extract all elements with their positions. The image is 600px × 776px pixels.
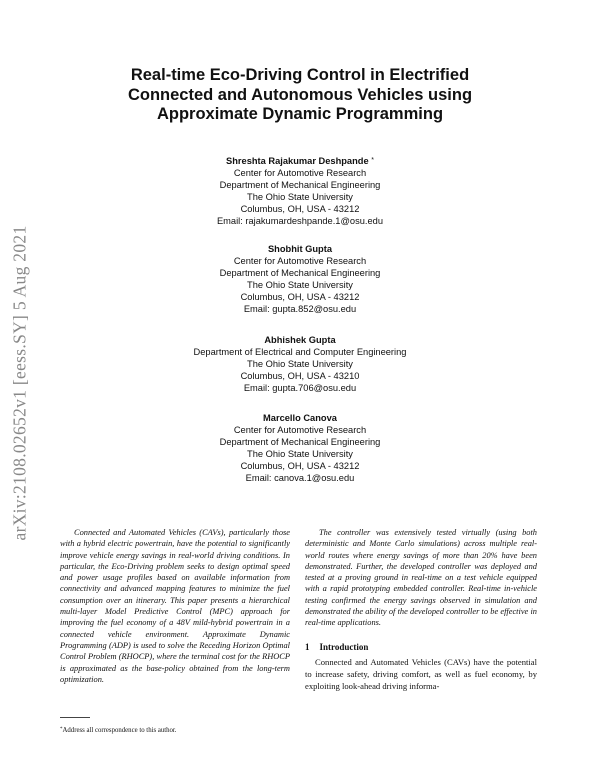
introduction-body	[305, 656, 537, 692]
author-email: Email: gupta.852@osu.edu	[243, 304, 357, 315]
title-line: Connected and Autonomous Vehicles using	[127, 85, 473, 104]
abstract-right-column	[305, 527, 537, 629]
author-block-2	[100, 243, 500, 316]
author-email: Email: gupta.706@osu.edu	[243, 383, 357, 394]
author-block-1	[100, 155, 500, 228]
section-heading-introduction	[305, 642, 378, 652]
footnote-mark: *	[60, 727, 63, 732]
author-block-3	[100, 334, 500, 394]
abstract-paragraph: The controller was extensively tested virtually (using both deterministic and Monte Carlo simulations) across multiple real-world routes where energy savings of more than 20% have been demonstrated. Further, the developed controller was deployed and tested at a proving ground in real-time on a test vehicle equipped with a rapid prototyping embedded controller. Real-time in-vehicle testing confirmed the energy savings observed in simulation and demonstrated the ability of the developed controller to be effective in real-time applications.	[305, 528, 537, 628]
footnote-rule	[60, 717, 90, 718]
author-affiliation: Center for Automotive Research	[233, 168, 367, 179]
author-name: Shobhit Gupta	[267, 244, 333, 254]
author-address: Columbus, OH, USA - 43210	[240, 371, 360, 382]
title-line: Real-time Eco-Driving Control in Electrified	[130, 66, 470, 84]
section-title: Introduction	[319, 642, 369, 652]
author-department: Department of Electrical and Computer Engineering	[193, 347, 407, 358]
author-block-4	[100, 412, 500, 485]
author-address: Columbus, OH, USA - 43212	[240, 204, 360, 215]
author-department: Department of Mechanical Engineering	[219, 180, 381, 191]
author-address: Columbus, OH, USA - 43212	[240, 292, 360, 303]
author-name: Shreshta Rajakumar Deshpande	[226, 156, 369, 166]
footnote-text: Address all correspondence to this author.	[62, 727, 177, 734]
title-line: Approximate Dynamic Programming	[156, 105, 444, 123]
author-university: The Ohio State University	[247, 449, 353, 460]
author-name: Marcello Canova	[263, 413, 337, 423]
author-email: Email: rajakumardeshpande.1@osu.edu	[216, 216, 384, 227]
author-department: Department of Mechanical Engineering	[219, 437, 381, 448]
author-university: The Ohio State University	[247, 359, 353, 370]
author-university: The Ohio State University	[247, 280, 353, 291]
introduction-paragraph: Connected and Automated Vehicles (CAVs) have the potential to increase safety, driving comfort, as well as fuel economy, by exploiting look-ahead driving informa-	[305, 657, 537, 691]
author-university: The Ohio State University	[247, 192, 353, 203]
author-affiliation: Center for Automotive Research	[233, 256, 367, 267]
author-department: Department of Mechanical Engineering	[219, 268, 381, 279]
section-number: 1	[305, 642, 310, 652]
abstract-paragraph: Connected and Automated Vehicles (CAVs), particularly those with a hybrid electric powertrain, have the potential to significantly improve vehicle energy savings in real-world driving conditions. In particular, the Eco-Driving problem seeks to design optimal speed and power usage profiles based on available information from connectivity and advanced mapping features to minimize the fuel consumption over an itinerary. This paper presents a hierarchical multi-layer Model Predictive Control (MPC) approach for improving the fuel economy of a 48V mild-hybrid powertrain in a connected vehicle environment. Approximate Dynamic Programming (ADP) is used to solve the Receding Horizon Optimal Control Problem (RHOCP), where the terminal cost for the RHOCP is approximated as the base-policy obtained from the long-term optimization.	[60, 528, 290, 684]
paper-title	[80, 66, 520, 125]
author-name: Abhishek Gupta	[264, 335, 336, 345]
author-email: Email: canova.1@osu.edu	[245, 473, 355, 484]
arxiv-identifier: arXiv:2108.02652v1 [eess.SY] 5 Aug 2021	[9, 225, 30, 541]
correspondence-mark: *	[371, 157, 374, 164]
footnote	[60, 727, 177, 734]
author-address: Columbus, OH, USA - 43212	[240, 461, 360, 472]
abstract-left-column	[60, 527, 290, 685]
author-affiliation: Center for Automotive Research	[233, 425, 367, 436]
